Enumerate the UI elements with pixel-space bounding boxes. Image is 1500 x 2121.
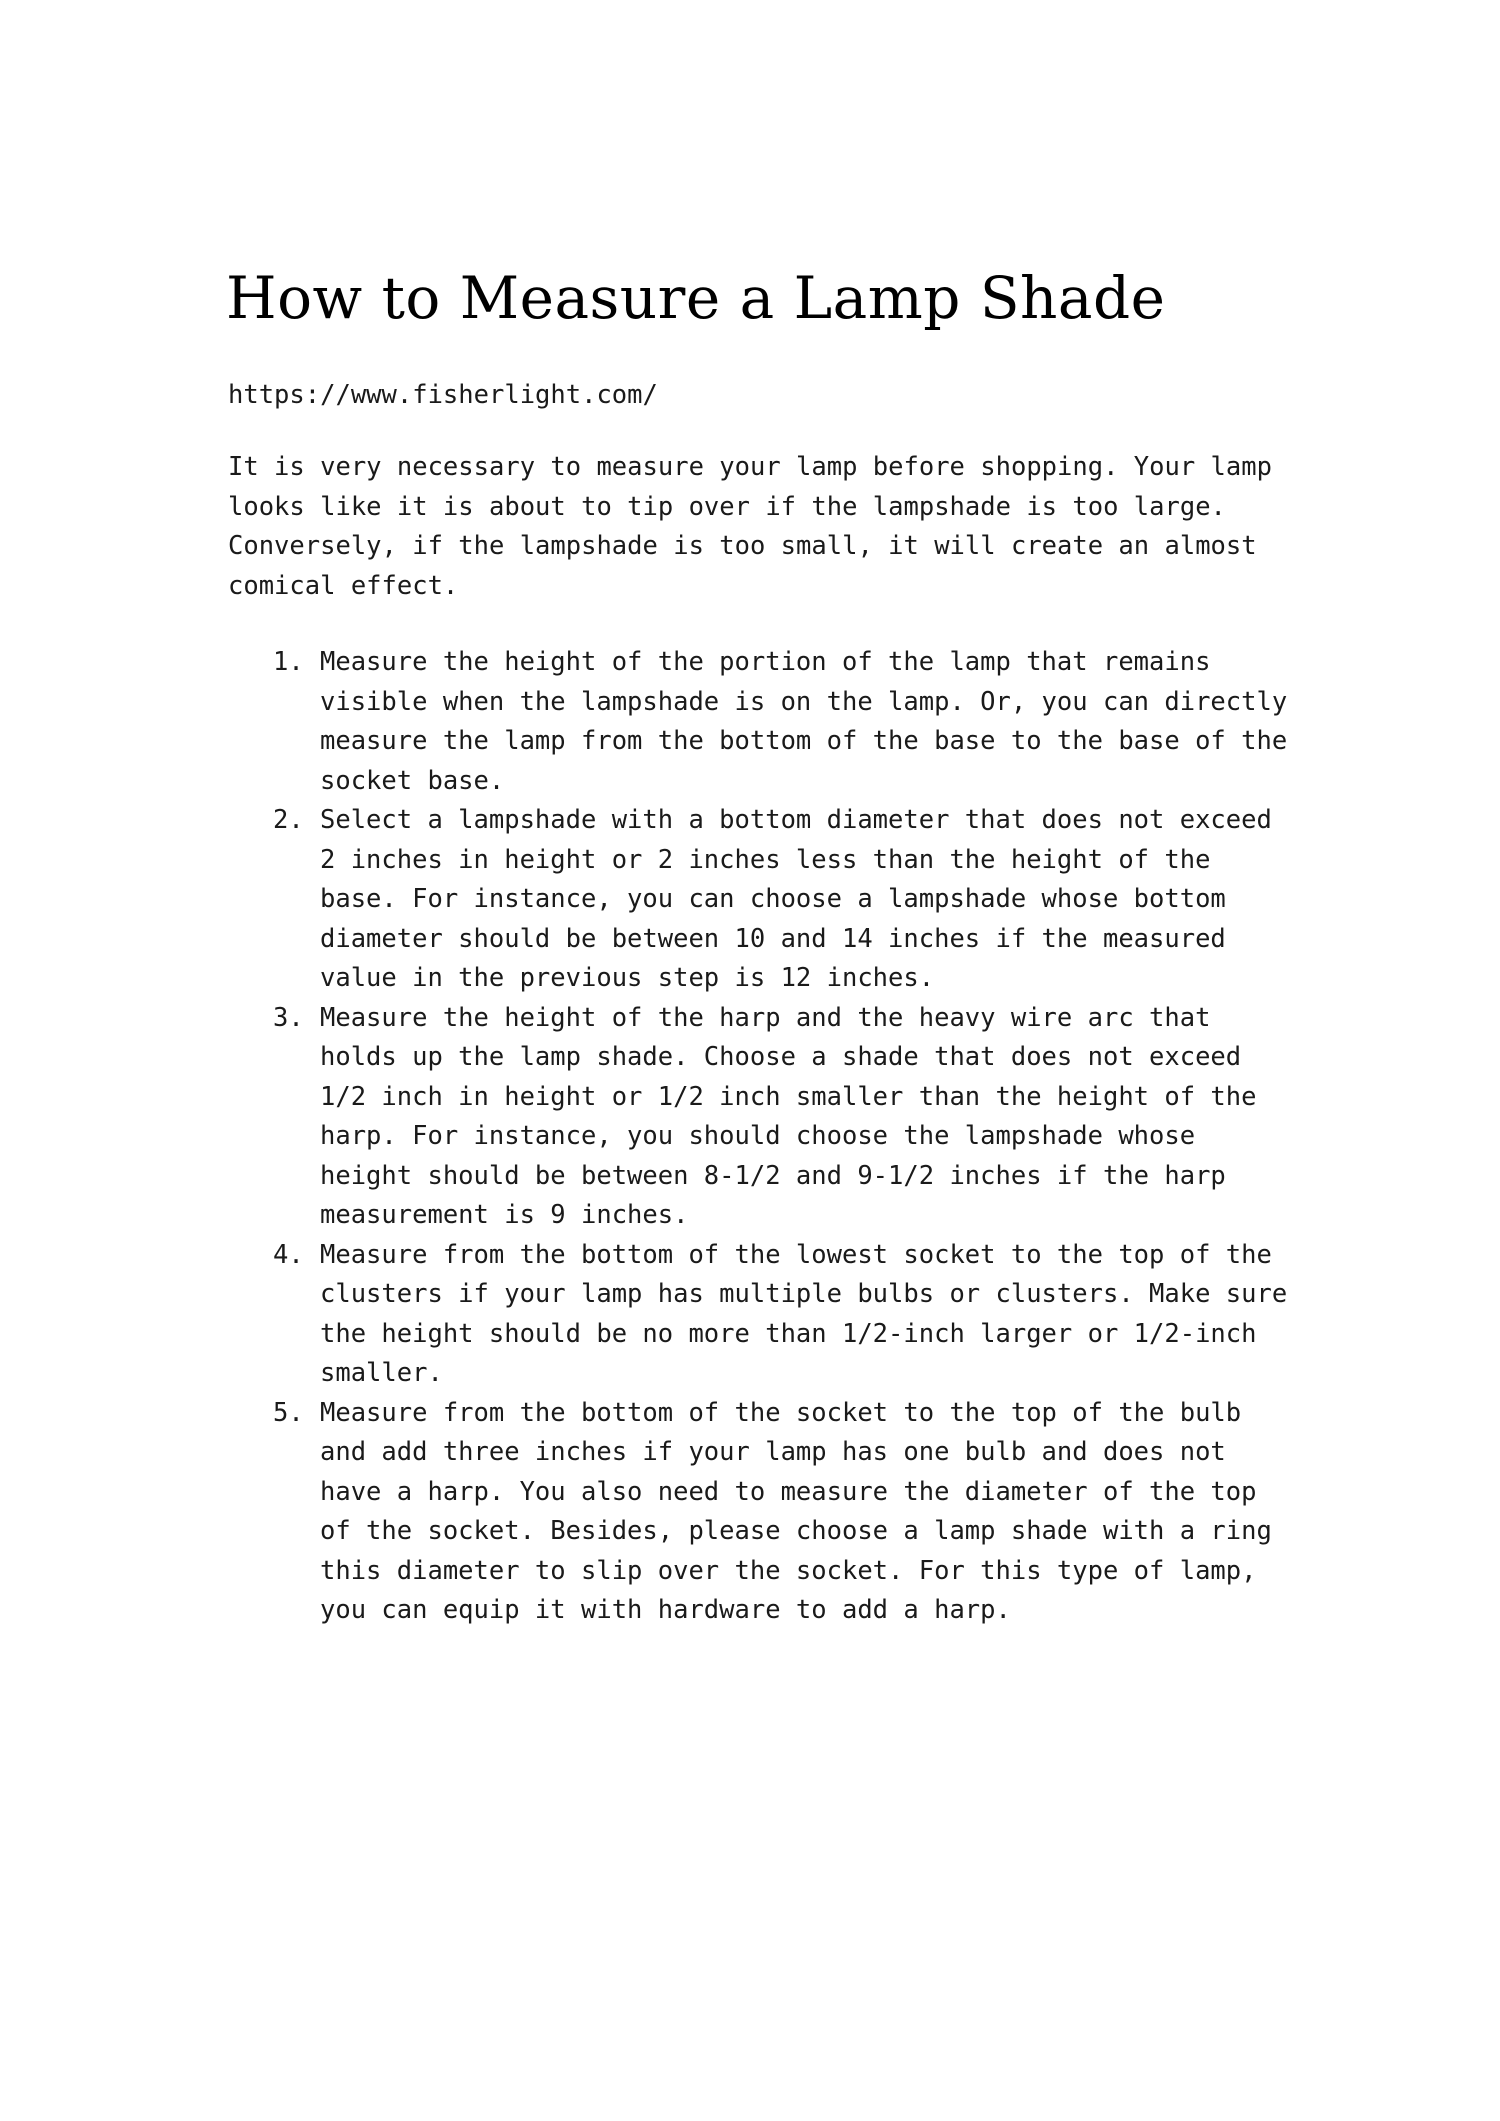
step-line: base. For instance, you can choose a lampshade whose bottom (320, 884, 1226, 914)
steps-list (228, 643, 1308, 1631)
step-line: of the socket. Besides, please choose a lamp shade with a ring (320, 1516, 1272, 1546)
intro-paragraph (228, 448, 1288, 606)
step-line: have a harp. You also need to measure the diameter of the top (320, 1476, 1257, 1507)
step-line: visible when the lampshade is on the lamp. Or, you can directly (320, 686, 1288, 717)
step-line: 2 inches in height or 2 inches less than the height of the (320, 844, 1211, 875)
step-item (228, 801, 1308, 999)
step-line: and add three inches if your lamp has one bulb and does not (320, 1437, 1226, 1467)
step-line: Measure the height of the harp and the heavy wire arc that (320, 1002, 1211, 1033)
step-line: the height should be no more than 1/2-inch larger or 1/2-inch (320, 1318, 1257, 1349)
step-line: height should be between 8-1/2 and 9-1/2 inches if the harp (320, 1160, 1226, 1191)
step-line: smaller. (320, 1358, 443, 1388)
step-item (228, 1394, 1308, 1631)
intro-line: comical effect. (228, 570, 459, 601)
step-number: 2. (273, 805, 304, 835)
step-number: 4. (273, 1239, 304, 1270)
step-line: this diameter to slip over the socket. For this type of lamp, (320, 1555, 1257, 1586)
step-line: clusters if your lamp has multiple bulbs or clusters. Make sure (320, 1279, 1288, 1309)
step-line: harp. For instance, you should choose the lampshade whose (320, 1121, 1196, 1151)
step-line: 1/2 inch in height or 1/2 inch smaller than the height of the (320, 1081, 1257, 1112)
step-item (228, 1236, 1308, 1394)
step-line: measurement is 9 inches. (320, 1200, 689, 1230)
step-item (228, 643, 1308, 801)
source-url: https://www.fisherlight.com/ (228, 380, 658, 410)
step-line: you can equip it with hardware to add a harp. (320, 1595, 1011, 1625)
intro-line: looks like it is about to tip over if the lampshade is too large. (228, 491, 1226, 522)
intro-line: It is very necessary to measure your lamp before shopping. Your lamp (228, 452, 1272, 482)
page-title: How to Measure a Lamp Shade (226, 264, 1166, 332)
step-line: diameter should be between 10 and 14 inches if the measured (320, 923, 1226, 954)
intro-line: Conversely, if the lampshade is too small, it will create an almost (228, 531, 1257, 561)
step-line: value in the previous step is 12 inches. (320, 963, 935, 993)
step-number: 5. (273, 1397, 304, 1428)
step-line: measure the lamp from the bottom of the base to the base of the (320, 726, 1288, 756)
step-item (228, 999, 1308, 1236)
step-number: 3. (273, 1002, 304, 1033)
step-line: Measure the height of the portion of the lamp that remains (320, 647, 1211, 677)
step-line: Measure from the bottom of the lowest socket to the top of the (320, 1239, 1272, 1270)
step-line: Select a lampshade with a bottom diameter that does not exceed (320, 805, 1272, 835)
step-number: 1. (273, 647, 304, 677)
step-line: holds up the lamp shade. Choose a shade that does not exceed (320, 1042, 1242, 1072)
step-line: Measure from the bottom of the socket to the top of the bulb (320, 1397, 1242, 1428)
step-line: socket base. (320, 765, 505, 796)
